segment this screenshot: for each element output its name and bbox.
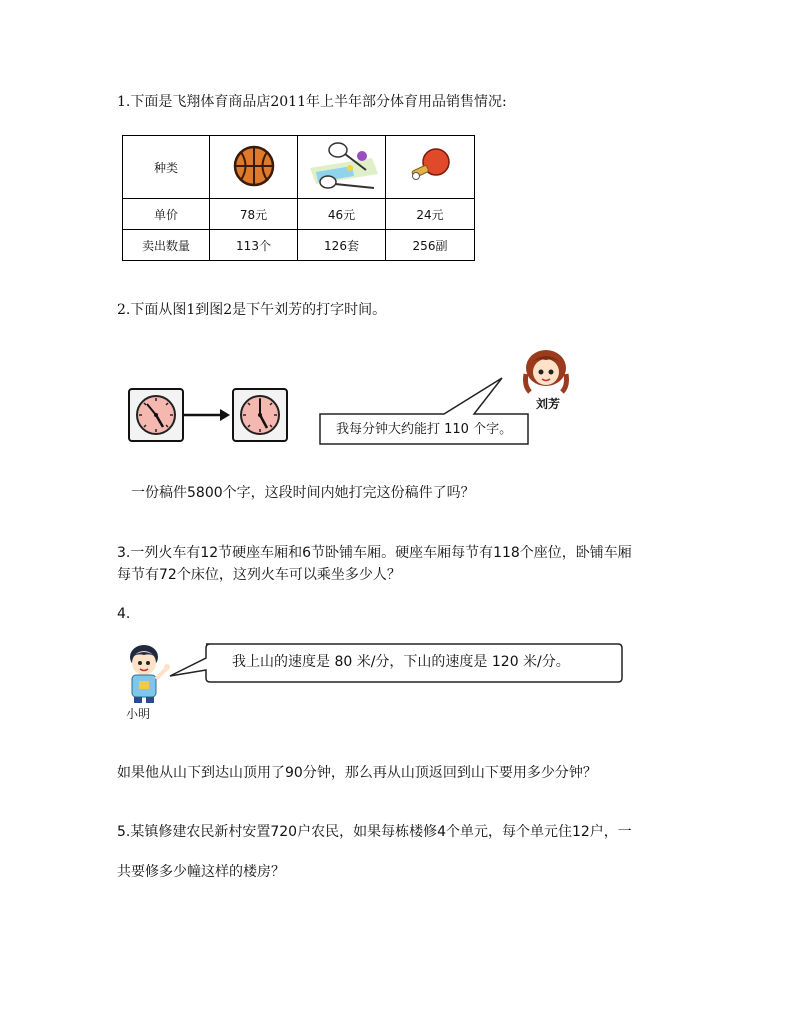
liufang-name-label: 刘芳 <box>536 397 561 411</box>
sold-cell: 113个 <box>210 230 298 261</box>
row-header-sold: 卖出数量 <box>123 230 210 261</box>
question-4-ask: 如果他从山下到达山顶用了90分钟，那么再从山顶返回到山下要用多少分钟？ <box>117 765 597 781</box>
xiaoming-name-label: 小明 <box>126 707 151 721</box>
liufang-speech-text: 我每分钟大约能打 110 个字。 <box>336 422 513 437</box>
ping-pong-paddle-icon <box>402 146 458 186</box>
question-5-line-2: 共要修多少幢这样的楼房？ <box>117 864 285 880</box>
badminton-cell <box>298 136 386 199</box>
question-5-line-1: 5.某镇修建农民新村安置720户农民，如果每栋楼修4个单元，每个单元住12户，一 <box>117 824 632 840</box>
basketball-cell <box>210 136 298 199</box>
clock-start <box>128 388 184 442</box>
price-cell: 46元 <box>298 199 386 230</box>
price-cell: 24元 <box>386 199 475 230</box>
clock-end <box>232 388 288 442</box>
xiaoming-speech-text: 我上山的速度是 80 米/分，下山的速度是 120 米/分。 <box>232 654 570 670</box>
ping-pong-cell <box>386 136 475 199</box>
price-cell: 78元 <box>210 199 298 230</box>
basketball-icon <box>232 144 276 188</box>
question-1-text: 1.下面是飞翔体育商品店2011年上半年部分体育用品销售情况: <box>117 94 507 110</box>
question-3-line-2: 每节有72个床位，这列火车可以乘坐多少人？ <box>117 567 401 583</box>
question-2-text: 2.下面从图1到图2是下午刘芳的打字时间。 <box>117 302 387 318</box>
table-row <box>123 230 475 261</box>
arrow-icon <box>182 408 232 422</box>
table-row <box>123 199 475 230</box>
sales-table <box>122 135 475 261</box>
sold-cell: 126套 <box>298 230 386 261</box>
table-row <box>123 136 475 199</box>
question-2-ask: 一份稿件5800个字，这段时间内她打完这份稿件了吗？ <box>131 485 475 501</box>
sold-cell: 256副 <box>386 230 475 261</box>
question-3-line-1: 3.一列火车有12节硬座车厢和6节卧铺车厢。硬座车厢每节有118个座位，卧铺车厢 <box>117 545 632 561</box>
badminton-tennis-icon <box>302 138 382 194</box>
question-4-number: 4. <box>117 606 131 622</box>
girl-character-icon <box>520 346 572 396</box>
row-header-price: 单价 <box>123 199 210 230</box>
boy-character-icon <box>120 643 172 705</box>
row-header-category: 种类 <box>123 136 210 199</box>
clock-icon <box>234 390 286 440</box>
clock-icon <box>130 390 182 440</box>
speech-bubble-tail <box>316 370 536 450</box>
